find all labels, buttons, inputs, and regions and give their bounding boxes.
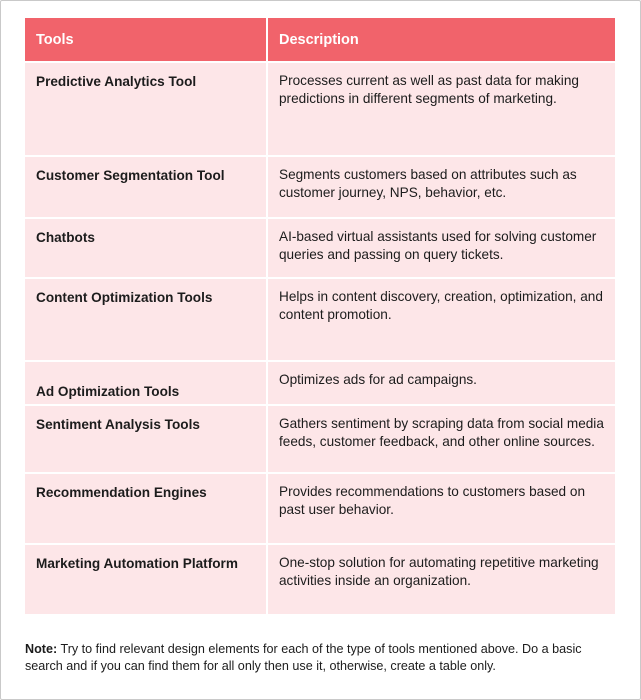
table-row — [25, 278, 615, 361]
table-row — [25, 218, 615, 278]
header-tools: Tools — [25, 18, 267, 62]
tools-table — [25, 18, 615, 614]
table-row — [25, 473, 615, 544]
tool-name: Predictive Analytics Tool — [25, 62, 267, 156]
tool-name: Chatbots — [25, 218, 267, 278]
tool-name: Recommendation Engines — [25, 473, 267, 544]
tool-name: Content Optimization Tools — [25, 278, 267, 361]
tool-name: Marketing Automation Platform — [25, 544, 267, 614]
tool-description: Helps in content discovery, creation, optimization, and content promotion. — [267, 278, 615, 361]
table-row — [25, 361, 615, 405]
note-text: Try to find relevant design elements for each of the type of tools mentioned above. Do a basic search and if you can find them for all only then use it, otherwise, create a table only. — [25, 642, 582, 673]
tool-name: Ad Optimization Tools — [25, 361, 267, 405]
header-description: Description — [267, 18, 615, 62]
tool-description: Optimizes ads for ad campaigns. — [267, 361, 615, 405]
tool-name: Sentiment Analysis Tools — [25, 405, 267, 473]
table-row — [25, 156, 615, 218]
table-header-row — [25, 18, 615, 62]
tool-description: Provides recommendations to customers based on past user behavior. — [267, 473, 615, 544]
tool-description: AI-based virtual assistants used for solving customer queries and passing on query tickets. — [267, 218, 615, 278]
tool-description: Segments customers based on attributes such as customer journey, NPS, behavior, etc. — [267, 156, 615, 218]
table-row — [25, 62, 615, 156]
table-row — [25, 405, 615, 473]
tool-description: Gathers sentiment by scraping data from social media feeds, customer feedback, and other online sources. — [267, 405, 615, 473]
tool-name: Customer Segmentation Tool — [25, 156, 267, 218]
note-label: Note: — [25, 642, 58, 656]
footnote — [25, 641, 615, 674]
tool-description: Processes current as well as past data for making predictions in different segments of marketing. — [267, 62, 615, 156]
tool-description: One-stop solution for automating repetitive marketing activities inside an organization. — [267, 544, 615, 614]
table-row — [25, 544, 615, 614]
